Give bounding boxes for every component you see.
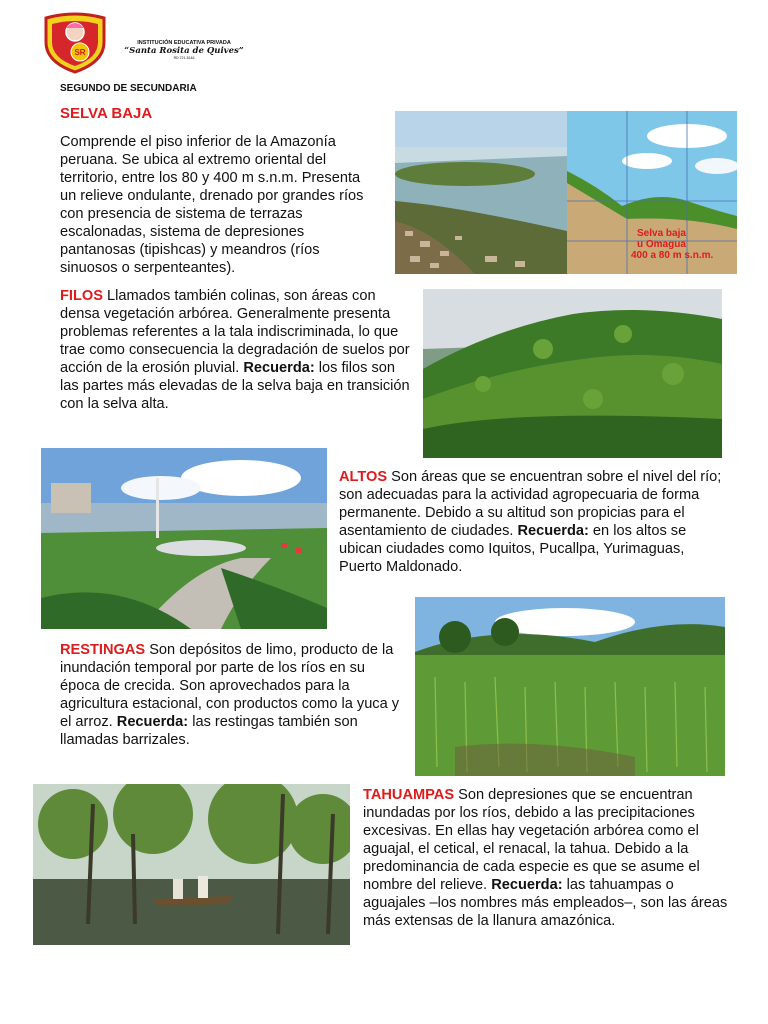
- filos-recuerda-label: Recuerda:: [243, 360, 315, 376]
- diagram-label-line3: 400 a 80 m s.n.m.: [631, 250, 714, 261]
- filos-paragraph: [60, 287, 410, 413]
- school-type: INSTITUCIÓN EDUCATIVA PRIVADA: [137, 40, 231, 46]
- tahuampas-text: Son depresiones que se encuentran inundadas por los ríos, debido a las precipitaciones excesivas. En ellas hay vegetación arbórea como el aguajal, el cetical, el renacal, la tahua. Debido a la predominancia de cada especie es que se asume el nombre del relieve.: [363, 787, 700, 893]
- school-logo: [42, 12, 108, 74]
- intro-paragraph: Comprende el piso inferior de la Amazonía peruana. Se ubica al extremo oriental del territorio, entre los 80 y 400 m s.n.m. Presenta un relieve ondulante, drenado por grandes ríos con presencia de sistema de terrazas escalonadas, sistema de depresiones pantanosas (tipishcas) y meandros (ríos sinuosos o serpenteantes).: [60, 134, 364, 276]
- section-title: SELVA BAJA: [60, 105, 153, 122]
- school-code: RD 721-5146: [173, 56, 195, 60]
- tahuampas-recuerda-text: las tahuampas o aguajales –los nombres más empleados–, son las áreas más extensas de la llanura amazónica.: [363, 877, 728, 929]
- city-plaza-photo: [41, 448, 327, 629]
- aerial-river-photo: [395, 111, 567, 274]
- tahuampas-paragraph: [363, 786, 735, 930]
- filos-recuerda-text: los filos son las partes más elevadas de la selva baja en transición con la selva alta.: [60, 360, 410, 412]
- restingas-recuerda-label: Recuerda:: [116, 714, 189, 730]
- altos-text: Son áreas que se encuentran sobre el nivel del río; son adecuadas para la actividad agropecuaria de forma permanente. Debido a su altitud son propicias para el asentamiento de ciudades.: [339, 469, 722, 539]
- restingas-text: Son depósitos de limo, producto de la inundación temporal por parte de los ríos en su época de crecida. Son aprovechados para la agricultura estacional, con productos como la yuca y el arroz.: [60, 642, 400, 730]
- restingas-term: RESTINGAS: [60, 642, 146, 658]
- restingas-paragraph: [60, 641, 408, 749]
- filos-term: FILOS: [60, 288, 103, 304]
- diagram-label-line1: Selva baja: [637, 228, 686, 239]
- tahuampas-term: TAHUAMPAS: [363, 787, 455, 803]
- diagram-label: [631, 228, 735, 261]
- flooded-forest-photo: [33, 784, 350, 945]
- altitude-diagram: [567, 111, 737, 274]
- altos-recuerda-label: Recuerda:: [517, 523, 589, 539]
- school-name: “Santa Rosita de Quives”: [124, 46, 244, 56]
- hills-photo: [423, 289, 722, 458]
- diagram-label-line2: u Omagua: [637, 239, 686, 250]
- grade-label: SEGUNDO DE SECUNDARIA: [60, 83, 197, 94]
- rice-field-photo: [415, 597, 725, 776]
- crest-initials: SR: [74, 48, 86, 57]
- altos-paragraph: [339, 468, 723, 576]
- school-crest-icon: [42, 12, 108, 74]
- filos-text: Llamados también colinas, son áreas con densa vegetación arbórea. Generalmente presenta problemas referentes a la tala indiscriminada, lo que trae como consecuencia la degradación de suelos por acción de la erosión pluvial.: [60, 288, 410, 376]
- altos-recuerda-text: en los altos se ubican ciudades como Iquitos, Pucallpa, Yurimaguas, Puerto Maldonado.: [339, 523, 687, 575]
- altos-term: ALTOS: [339, 469, 388, 485]
- header-school: [110, 40, 258, 60]
- tahuampas-recuerda-label: Recuerda:: [491, 877, 563, 893]
- restingas-recuerda-text: las restingas también son llamadas barrizales.: [60, 714, 358, 748]
